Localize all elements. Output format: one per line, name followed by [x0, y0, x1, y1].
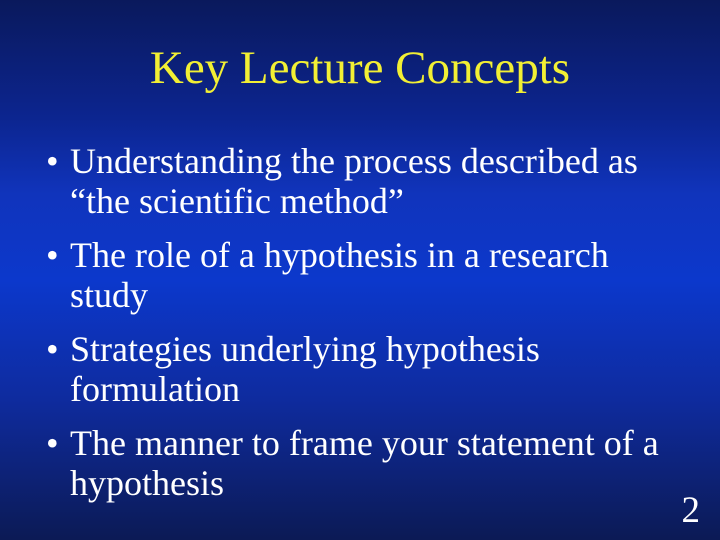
page-number: 2: [681, 490, 700, 531]
bullet-line: hypothesis: [70, 463, 225, 503]
bullet-line: The manner to frame your statement of a: [70, 423, 659, 463]
bullet-line: “the scientific method”: [70, 181, 404, 221]
slide-title: Key Lecture Concepts: [149, 42, 571, 94]
bullet-item: [46, 329, 659, 409]
bullet-line: study: [70, 275, 149, 315]
bullet-item: [46, 423, 659, 503]
bullet-item: [46, 235, 659, 315]
bullet-line: Understanding the process described as: [70, 141, 638, 181]
bullet-icon: •: [46, 235, 59, 275]
bullet-icon: •: [46, 423, 59, 463]
bullet-line: The role of a hypothesis in a research: [70, 235, 609, 275]
bullet-icon: •: [46, 141, 59, 181]
bullet-line: Strategies underlying hypothesis: [70, 329, 540, 369]
bullet-line: formulation: [70, 369, 240, 409]
bullet-item: [46, 141, 659, 221]
bullet-icon: •: [46, 329, 59, 369]
bullet-list: [0, 141, 679, 517]
